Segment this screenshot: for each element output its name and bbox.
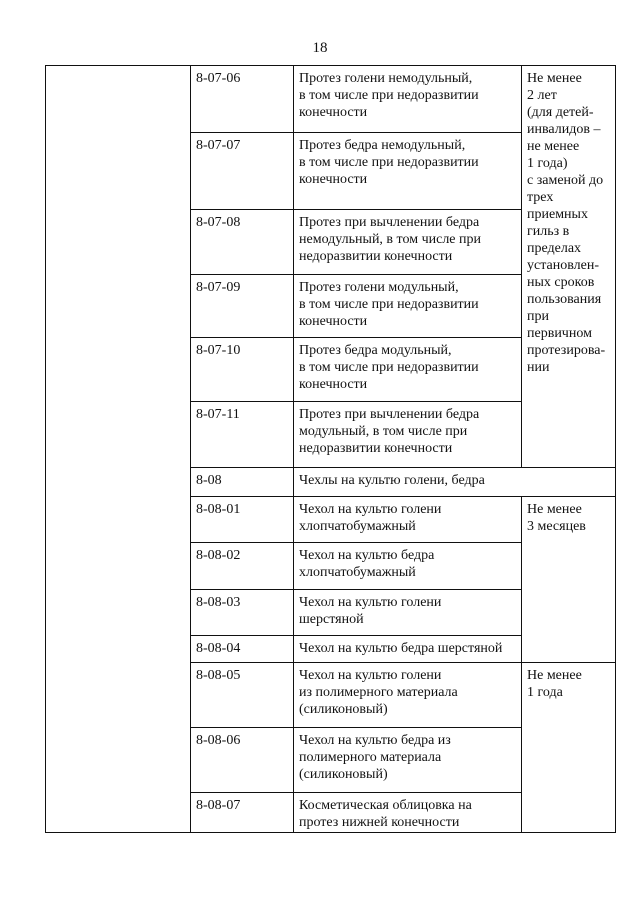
- table-border-bottom: [45, 832, 616, 833]
- code-cell: 8-07-06: [196, 71, 241, 86]
- name-cell: Протез при вычленении бедра немодульный, в том числе при недоразвитии конечности: [299, 215, 481, 264]
- name-cell: Чехол на культю бедра хлопчатобумажный: [299, 548, 435, 580]
- term-cell: Не менее 1 года: [527, 668, 582, 700]
- prosthesis-table: [45, 65, 616, 833]
- code-cell: 8-08-03: [196, 595, 241, 610]
- code-cell: 8-07-09: [196, 280, 241, 295]
- code-cell: 8-07-11: [196, 407, 240, 422]
- section-name-cell: Чехлы на культю голени, бедра: [299, 473, 485, 488]
- name-cell: Чехол на культю голени из полимерного материала (силиконовый): [299, 668, 458, 717]
- name-cell: Чехол на культю бедра шерстяной: [299, 641, 503, 656]
- name-cell: Чехол на культю голени шерстяной: [299, 595, 442, 627]
- code-cell: 8-08-05: [196, 668, 241, 683]
- page-number: 18: [312, 40, 328, 56]
- code-cell: 8-08: [196, 473, 222, 488]
- code-cell: 8-07-07: [196, 138, 241, 153]
- name-cell: Протез при вычленении бедра модульный, в том числе при недоразвитии конечности: [299, 407, 480, 456]
- code-cell: 8-08-02: [196, 548, 241, 563]
- term-cell: Не менее 3 месяцев: [527, 502, 586, 534]
- name-cell: Чехол на культю голени хлопчатобумажный: [299, 502, 442, 534]
- code-cell: 8-08-07: [196, 798, 241, 813]
- code-cell: 8-07-10: [196, 343, 241, 358]
- name-cell: Чехол на культю бедра из полимерного материала (силиконовый): [299, 733, 451, 782]
- code-cell: 8-08-04: [196, 641, 241, 656]
- name-cell: Протез голени модульный, в том числе при недоразвитии конечности: [299, 280, 479, 329]
- name-cell: Протез бедра модульный, в том числе при недоразвитии конечности: [299, 343, 479, 392]
- code-cell: 8-08-01: [196, 502, 241, 517]
- column-divider-1: [190, 65, 191, 833]
- table-border-right: [615, 65, 616, 833]
- name-cell: Косметическая облицовка на протез нижней конечности: [299, 798, 472, 830]
- term-cell: Не менее 2 лет (для детей- инвалидов – не менее 1 года) с заменой до трех приемных гильз в пределах установлен- ных сроков пользования при первичном протезирова- нии: [527, 71, 606, 375]
- table-border-left: [45, 65, 46, 833]
- code-cell: 8-08-06: [196, 733, 241, 748]
- name-cell: Протез бедра немодульный, в том числе при недоразвитии конечности: [299, 138, 479, 187]
- code-cell: 8-07-08: [196, 215, 241, 230]
- name-cell: Протез голени немодульный, в том числе при недоразвитии конечности: [299, 71, 479, 120]
